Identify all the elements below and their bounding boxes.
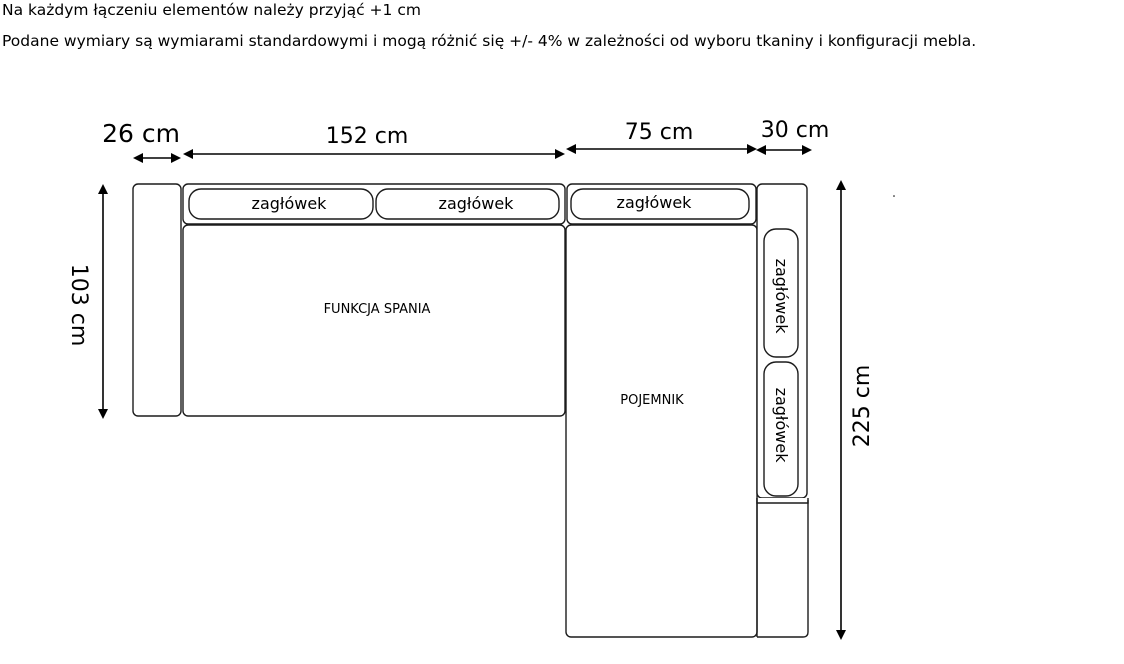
side-end-cap	[757, 498, 808, 503]
stray-dot	[893, 195, 895, 197]
storage-label: POJEMNIK	[620, 393, 684, 408]
headrest-label-5: zagłówek	[772, 387, 791, 463]
chaise-outline	[757, 500, 808, 637]
headrest-label-4: zagłówek	[772, 258, 791, 334]
headrest-label-2: zagłówek	[438, 194, 514, 213]
note-tolerance: Podane wymiary są wymiarami standardowymi i mogą różnić się +/- 4% w zależności od wyboru tkaniny i konfiguracji mebla.	[2, 32, 977, 50]
dim-corner-width	[566, 144, 757, 154]
dim-label-side: 30 cm	[760, 118, 830, 143]
headrest-label-3: zagłówek	[616, 193, 692, 212]
dim-main-width	[183, 149, 565, 159]
note-joints: Na każdym łączeniu elementów należy przyjąć +1 cm	[2, 1, 421, 19]
seat-sleep-function	[183, 225, 565, 416]
headrest-label-1: zagłówek	[251, 194, 327, 213]
dim-label-main: 152 cm	[325, 124, 409, 149]
sleep-function-label: FUNKCJA SPANIA	[323, 302, 431, 317]
dim-label-depth: 103 cm	[66, 263, 91, 347]
dim-label-length: 225 cm	[850, 364, 875, 448]
dim-side-width	[756, 145, 812, 155]
dim-depth	[98, 184, 108, 419]
dim-armrest-width	[133, 153, 181, 163]
dim-label-armrest: 26 cm	[102, 119, 180, 148]
dim-total-length	[836, 180, 846, 640]
dim-label-corner: 75 cm	[624, 120, 694, 145]
seat-storage	[566, 225, 757, 637]
armrest-left	[133, 184, 181, 416]
